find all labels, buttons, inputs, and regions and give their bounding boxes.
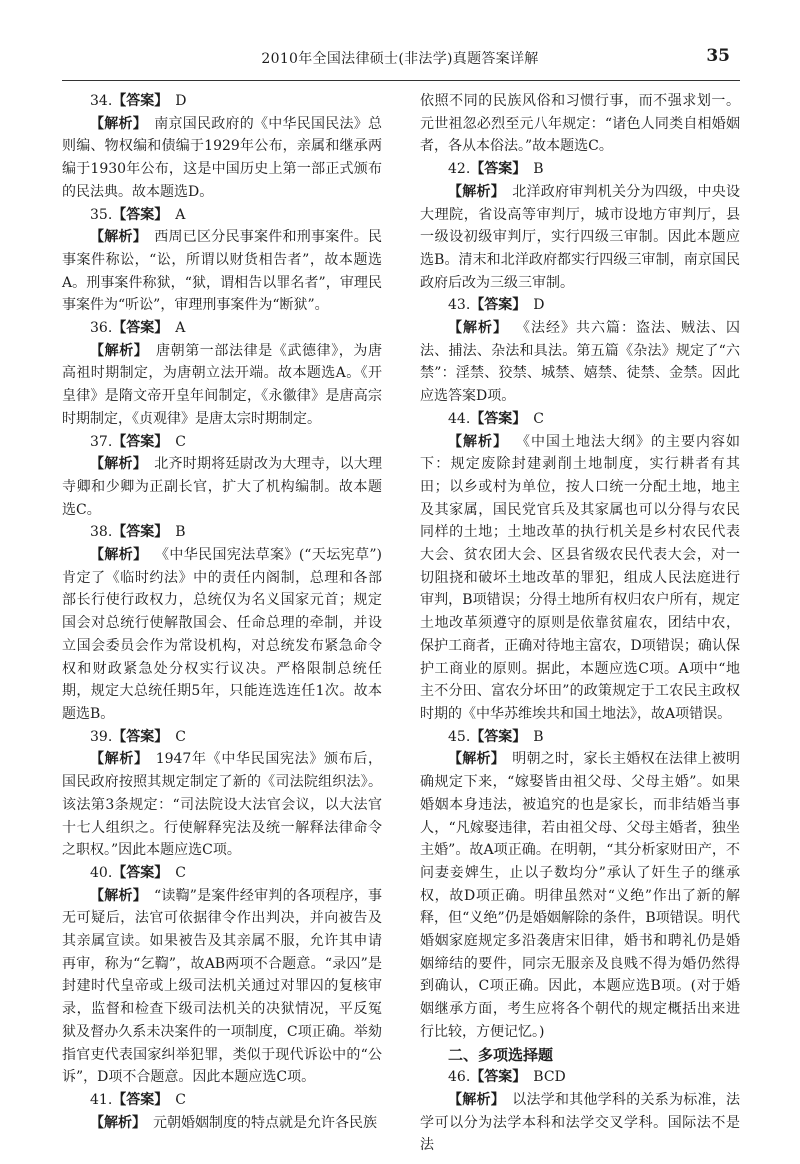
answer-value: C: [175, 1091, 186, 1108]
answer-line: [62, 90, 382, 113]
explanation-text: 元朝婚姻制度的特点就是允许各民族: [153, 1114, 377, 1131]
answer-line: [62, 521, 382, 544]
explanation-label: 【解析】: [90, 456, 147, 473]
answer-line: [62, 726, 382, 749]
answer-label: 【答案】: [470, 410, 527, 427]
answer-line: [62, 862, 382, 885]
answer-value: A: [175, 206, 186, 223]
question-number: 45.: [448, 728, 471, 745]
explanation-text: 以法学和其他学科的关系为标准，法学可以分为法学本科和法学交叉学科。国际法不是法: [420, 1091, 740, 1154]
explanation-label: 【解析】: [90, 751, 149, 768]
explanation-text: 《中华民国宪法草案》(“天坛宪草”)肯定了《临时约法》中的责任内阁制，总理和各部部长行使行政权力，总统仅为名义国家元首；规定国会对总统行使解散国会、任命总理的牵制，并设立国会委员会作为常设机构，对总统发布紧急命令权和财政紧急处分权实行议决。严格限制总统任期，规定大总统任期5年，只能连选连任1次。故本题选B。: [62, 547, 382, 722]
explanation-paragraph: [62, 885, 382, 1089]
answer-line: [420, 726, 740, 749]
question-number: 39.: [90, 728, 113, 745]
question-number: 46.: [448, 1069, 471, 1086]
explanation-label: 【解析】: [448, 320, 508, 337]
explanation-label: 【解析】: [90, 887, 147, 904]
question-number: 41.: [90, 1091, 113, 1108]
explanation-text: 南京国民政府的《中华民国民法》总则编、物权编和债编于1929年公布，亲属和继承两编于1930年公布，这是中国历史上第一部正式颁布的民法典。故本题选D。: [62, 115, 382, 200]
explanation-paragraph: [62, 113, 382, 204]
explanation-text: 北洋政府审判机关分为四级，中央设大理院，省设高等审判厅，城市设地方审判厅，县一级设初级审判厅，实行四级三审制。因此本题应选B。清末和北洋政府都实行四级三审制，南京国民政府后改为三级三审制。: [420, 183, 740, 291]
explanation-paragraph: [420, 1089, 740, 1157]
answer-label: 【答案】: [112, 864, 169, 881]
answer-label: 【答案】: [112, 433, 169, 450]
answer-value: C: [175, 728, 186, 745]
answer-line: [62, 1089, 382, 1112]
explanation-text: 1947年《中华民国宪法》颁布后，国民政府按照其规定制定了新的《司法院组织法》。该法第3条规定：“司法院设大法官会议，以大法官十七人组织之。行使解释宪法及统一解释法律命令之职权。”因此本题应选C项。: [62, 751, 383, 859]
page-header: [0, 48, 800, 78]
explanation-text: 《法经》共六篇：盗法、贼法、囚法、捕法、杂法和具法。第五篇《杂法》规定了“六禁”：淫禁、狡禁、城禁、嬉禁、徒禁、金禁。因此应选答案D项。: [420, 320, 740, 405]
answer-label: 【答案】: [112, 93, 169, 109]
explanation-paragraph: [62, 340, 382, 431]
answer-value: B: [533, 728, 544, 745]
explanation-paragraph: [62, 226, 382, 317]
answer-line: [420, 1066, 740, 1089]
answer-line: [62, 204, 382, 227]
question-number: 42.: [448, 161, 471, 178]
explanation-paragraph: [420, 748, 740, 1043]
explanation-paragraph: [420, 181, 740, 295]
header-rule: [62, 80, 740, 81]
answer-label: 【答案】: [112, 320, 169, 337]
running-title: 2010年全国法律硕士(非法学)真题答案详解: [261, 51, 539, 67]
explanation-text: 《中国土地法大纲》的主要内容如下：规定废除封建剥削土地制度，实行耕者有其田；以乡或村为单位，按人口统一分配土地，地主及其家属，国民党官兵及其家属也可以分得与农民同样的土地；土地改革的执行机关是乡村农民代表大会、贫农团大会、区县省级农民代表大会，对一切阻挠和破坏土地改革的罪犯，组成人民法庭进行审判，B项错误；分得土地所有权归农户所有，规定土地改革须遵守的原则是依靠贫雇农，团结中农，保护工商者，正确对待地主富农，D项错误；确认保护工商业的原则。据此，本题应选C项。A项中“地主不分田、富农分坏田”的政策规定于工农民主政权时期的《中华苏维埃共和国土地法》，故A项错误。: [420, 433, 740, 722]
question-number: 38.: [90, 524, 113, 541]
answer-value: C: [175, 433, 186, 450]
answer-line: [62, 317, 382, 340]
question-number: 43.: [448, 297, 471, 314]
answer-line: [420, 408, 740, 431]
answer-label: 【答案】: [470, 728, 527, 745]
answer-label: 【答案】: [112, 728, 169, 745]
question-number: 40.: [90, 864, 113, 881]
question-number: 44.: [448, 410, 471, 427]
explanation-label: 【解析】: [448, 183, 505, 200]
answer-label: 【答案】: [112, 524, 169, 541]
explanation-paragraph: [420, 431, 740, 726]
explanation-label: 【解析】: [90, 115, 147, 132]
left-column: [62, 90, 382, 1134]
explanation-text: 唐朝第一部法律是《武德律》，为唐高祖时期制定，为唐朝立法开端。故本题选A。《开皇律》是隋文帝开皇年间制定，《永徽律》是唐高宗时期制定，《贞观律》是唐太宗时期制定。: [62, 342, 383, 427]
page-number: 35: [706, 46, 730, 66]
answer-line: [420, 294, 740, 317]
right-column: [420, 90, 740, 1157]
answer-value: BCD: [533, 1069, 566, 1086]
question-number: 37.: [90, 433, 113, 450]
answer-value: A: [175, 320, 186, 337]
answer-value: C: [533, 410, 544, 427]
question-number: 35.: [90, 206, 113, 223]
continuation-text: 依照不同的民族风俗和习惯行事，而不强求划一。元世祖忽必烈至元八年规定：“诸色人同类自相婚姻者，各从本俗法。”故本题选C。: [420, 93, 740, 155]
explanation-paragraph: [62, 453, 382, 521]
answer-label: 【答案】: [470, 297, 527, 314]
answer-line: [420, 158, 740, 181]
explanation-paragraph: [62, 1112, 382, 1135]
question-number: 36.: [90, 320, 113, 337]
explanation-text: 西周已区分民事案件和刑事案件。民事案件称讼，“讼，所谓以财货相告者”，故本题选A。刑事案件称狱，“狱，谓相告以罪名者”，审理民事案件为“听讼”，审理刑事案件为“断狱”。: [62, 229, 382, 314]
answer-value: D: [533, 297, 545, 314]
answer-value: C: [175, 864, 186, 881]
explanation-label: 【解析】: [448, 751, 505, 768]
explanation-paragraph: [420, 317, 740, 408]
explanation-label: 【解析】: [448, 1091, 505, 1108]
continuation-paragraph: [420, 90, 740, 158]
answer-value: D: [175, 93, 187, 109]
section-heading: 二、多项选择题: [448, 1045, 554, 1064]
explanation-text: 明朝之时，家长主婚权在法律上被明确规定下来，“嫁娶皆由祖父母、父母主婚”。如果婚姻本身违法，被追究的也是家长，而非结婚当事人，“凡嫁娶违律，若由祖父母、父母主婚者，独坐主婚”。故A项正确。在明朝，“其分析家财田产，不问妻妾婢生，止以子数均分”承认了奸生子的继承权，故D项正确。明律虽然对“义绝”作出了新的解释，但“义绝”仍是婚姻解除的条件，B项错误。明代婚姻家庭规定多沿袭唐宋旧律，婚书和聘礼仍是婚姻缔结的要件，同宗无服亲及良贱不得为婚仍然得到确认，C项正确。因此，本题应选B项。(对于婚姻继承方面，考生应将各个朝代的规定概括出来进行比较，方便记忆。): [420, 751, 740, 1040]
explanation-label: 【解析】: [90, 1114, 146, 1131]
explanation-paragraph: [62, 544, 382, 726]
question-number: 34.: [90, 93, 113, 109]
explanation-label: 【解析】: [90, 342, 149, 359]
answer-line: [62, 431, 382, 454]
answer-label: 【答案】: [470, 161, 527, 178]
explanation-label: 【解析】: [90, 547, 148, 564]
explanation-paragraph: [62, 748, 382, 862]
answer-label: 【答案】: [112, 206, 169, 223]
explanation-label: 【解析】: [90, 229, 147, 246]
answer-value: B: [175, 524, 186, 541]
answer-value: B: [533, 161, 544, 178]
explanation-text: 北齐时期将廷尉改为大理寺，以大理寺卿和少卿为正副长官，扩大了机构编制。故本题选C。: [62, 456, 382, 518]
answer-label: 【答案】: [470, 1069, 527, 1086]
explanation-label: 【解析】: [448, 433, 508, 450]
explanation-text: “读鞫”是案件经审判的各项程序，事无可疑后，法官可依据律令作出判决，并向被告及其亲属宣读。如果被告及其亲属不服，允许其申请再审，称为“乞鞫”，故AB两项不合题意。“录囚”是封建时代皇帝或上级司法机关通过对罪囚的复核审录，监督和检查下级司法机关的决狱情况，平反冤狱及督办久系未决案件的一项制度，C项正确。举劾指官吏代表国家纠举犯罪，类似于现代诉讼中的“公诉”，D项不合题意。因此本题应选C项。: [62, 887, 382, 1086]
answer-label: 【答案】: [112, 1091, 169, 1108]
